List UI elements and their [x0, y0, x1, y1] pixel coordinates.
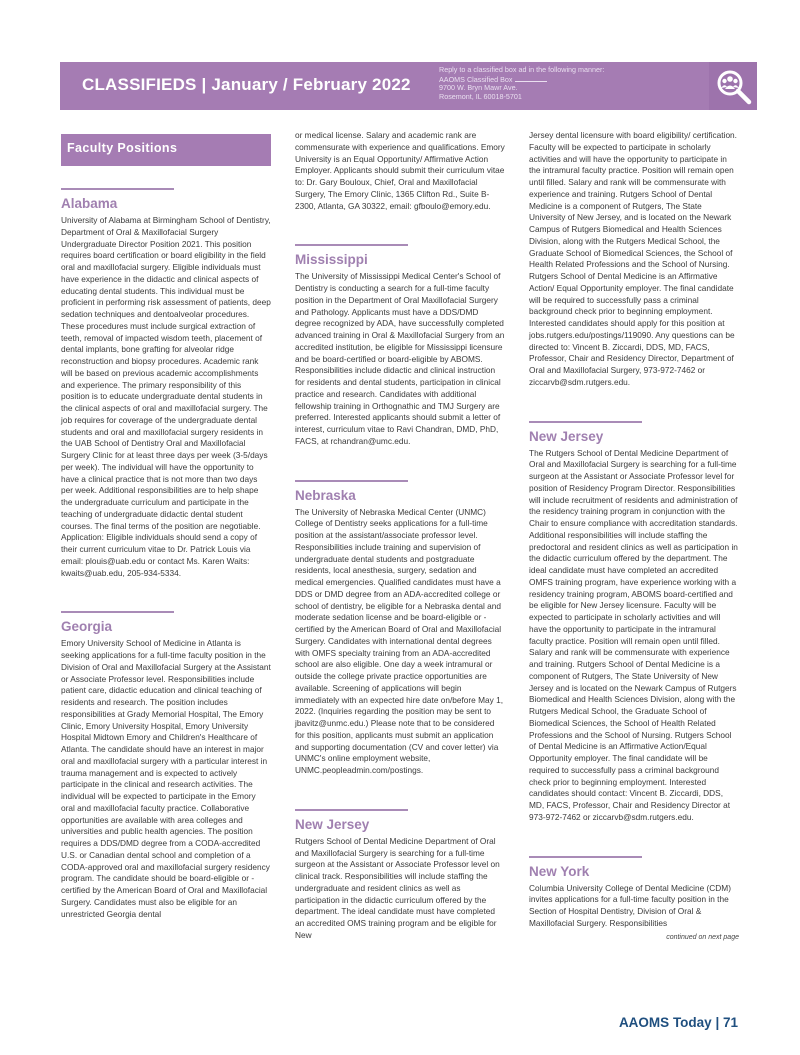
ad-text: University of Alabama at Birmingham School of Dentistry, Department of Oral & Maxillofacial Surgery Undergraduate Director Position 2021. This position requires board certification or board eligibility in the field oral and maxillofacial surgery. Eligible individuals must have experience in the didactic and clinical aspects of educating dental students. This individual must be proficient in performing risk assessment of patients, deep sedation techniques and dentoalveolar procedures. These procedures must include surgical extraction of teeth, removal of impacted wisdom teeth, placement of dental implants, bone grafting for alveolar ridge reconstruction and biopsy procedures. Academic rank will be based on previous academic accomplishments and experience. The primary responsibility of this position is to educate undergraduate dental students in the clinical aspects of oral and maxillofacial surgery. The job requires for coverage of the undergraduate dental students and oral and maxillofacial surgery residents in the UAB School of Dentistry Oral and Maxillofacial Surgery Clinic for at least three days per week (3-5/days per week). The individual will have the opportunity to have a clinical practice that is not more than two days per week. Additional responsibilities are to help shape the undergraduate curriculum and participate in the teaching of undergraduate didactic dental student courses. The final terms of the position are negotiable. Application: Eligible individuals should send a copy of their current curriculum vitae to Dr. Patrick Louis via email: plouis@uab.edu or contact Ms. Karen Waits: kwaits@uab.edu, 205-934-5334.	[61, 215, 271, 578]
divider	[295, 809, 408, 811]
ad-nebraska	[295, 480, 505, 777]
reply-line-1: Reply to a classified box ad in the following manner:	[439, 65, 605, 74]
reply-line-3: 9700 W. Bryn Mawr Ave.	[439, 83, 518, 93]
people-search-icon	[709, 62, 757, 110]
ad-text: Columbia University College of Dental Medicine (CDM) invites applications for a full-time faculty position in the Section of Hospital Dentistry, Division of Oral & Maxillofacial Surgery. Responsibilities	[529, 882, 731, 928]
section-header-box	[61, 134, 271, 166]
ad-text: Emory University School of Medicine in Atlanta is seeking applications for a full-time faculty position in the Division of Oral and Maxillofacial Surgery at the Assistant or Associate Professor level. Responsibilities include patient care, didactic education and clinical teaching of residents and research. The position includes responsibilities at Grady Memorial Hospital, The Emory Clinic, Emory University Hospital, Emory University Hospital Midtown Emory and Children's Healthcare of Atlanta. The candidate should have an interest in major oral and maxillofacial surgery with a particular interest in trauma management and is expected to actively participate in the clinical and research activities. The individual will be expected to participate in the Emory oral and maxillofacial faculty practice. Collaborative opportunities are available with area colleges and universities and public health agencies. The position requires a DDS/DMD degree from a CODA-accredited U.S. or Canadian dental school and completion of a CODA-approved oral and maxillofacial surgery residency program. The candidate should be board-eligible or -certified by the American Board of Oral and Maxillofacial Surgery. Candidates must also be eligible for an unrestricted Georgia dental	[61, 638, 271, 919]
state-heading: New Jersey	[295, 816, 370, 832]
state-heading: Nebraska	[295, 487, 356, 503]
continued-note: continued on next page	[666, 933, 739, 941]
reply-line-2: AAOMS Classified Box	[439, 75, 604, 85]
column-3	[529, 130, 739, 943]
divider	[61, 188, 174, 190]
reply-instructions	[439, 66, 604, 101]
section-title: Faculty Positions	[67, 141, 178, 155]
ad-mississippi	[295, 244, 505, 447]
divider	[61, 611, 174, 613]
state-heading: New Jersey	[529, 428, 604, 444]
ad-text: The University of Nebraska Medical Center (UNMC) College of Dentistry seeks applications for a full-time position at the assistant/associate professor level. Responsibilities include training and supervision of undergraduate dental students and postgraduate residents, local anesthesia, surgery, sedation and medical emergencies. Qualified candidates must have a DDS or DMD degree from an ADA-accredited college or school of dentistry, be eligible for a Nebraska dental and moderate sedation license and be board-eligible or -certified by the American Board of Oral and Maxillofacial Surgery. Candidates with international dental degrees with OMFS specialty training from an ADA-accredited school are also eligible. One day a week intramural or outside the college private practice opportunities are available. Screening of applications will begin immediately with an expected hire date on/before May 1, 2022. (Inquiries regarding the position may be sent to jbavitz@unmc.edu.) Please note that to be considered for this position, applicants must submit an application and supporting documentation (CV and cover letter) via UNMC's online employment website, UNMC.peopleadmin.com/postings.	[295, 506, 503, 775]
classifieds-header-banner	[60, 62, 757, 110]
ad-georgia-continued: or medical license. Salary and academic rank are commensurate with experience and qualifications. Emory University is an Equal Opportunity/ Affirmative Action Employer. Applicants should submit their curriculum vitae to: Dr. Gary Bouloux, Chief, Oral and Maxillofacial Surgery, The Emory Clinic, 1365 Clifton Rd., Suite B-2300, Atlanta, GA 30322, email: gfboulo@emory.edu.	[295, 130, 505, 211]
ad-text: Rutgers School of Dental Medicine Department of Oral and Maxillofacial Surgery is searching for a full-time surgeon at the Assistant or Associate Professor level on clinical track. Responsibilities will include staffing the undergraduate and resident clinics as well as participation in the didactic curriculum offered by the department. The ideal candidate must have completed an accredited OMS training program and be eligible for New	[295, 835, 500, 940]
divider	[529, 421, 642, 423]
ad-text: The University of Mississippi Medical Center's School of Dentistry is conducting a search for a full-time faculty position in the Department of Oral Maxillofacial Surgery and Pathology. Applicants must have a DDS/DMD degree recognized by ADA, have successfully completed advanced training in Oral & Maxillofacial Surgery from an accredited institution, be eligible for Mississippi licensure and be board-certified or board-eligible by ABOMS. Responsibilities include didactic and clinical instruction for residents and dental students, participation in clinical practice and research. Candidates with additional fellowship training in Orthognathic and TMJ Surgery are preferred. Interested applicants should submit a letter of interest, curriculum vitae to Ravi Chandran, DMD, PhD, FACS, at rchandran@umc.edu.	[295, 271, 505, 446]
ad-alabama	[61, 188, 271, 579]
state-heading: Alabama	[61, 196, 118, 211]
ad-georgia	[61, 611, 271, 920]
column-2	[295, 130, 505, 942]
divider	[529, 856, 642, 858]
ad-new-jersey-1-continued: Jersey dental licensure with board eligibility/ certification. Faculty will be expected to participate in scholarly activities and will have the opportunity to participate in the intramural faculty practice. Position will remain open until filled. Salary and rank will be commensurate with experience and training. Rutgers School of Dental Medicine is a component of Rutgers, The State University of New Jersey, and is located on the Newark Campus of Rutgers Biomedical and Health Sciences Division, along with the Rutgers Medical School, the Graduate School of Biomedical Sciences, the School of Health Related Professions and the School of Nursing. Rutgers School of Dental Medicine is an Affirmative Action/ Equal Opportunity employer. The final candidate will be required to successfully pass a criminal background check prior to beginning employment. Interested candidates should apply for this position at jobs.rutgers.edu/postings/119090. Any questions can be directed to: Vincent B. Ziccardi, DDS, MD, FACS, Professor, Chair and Residency Director, Department of Oral and Maxillofacial Surgery, 973-972-7462 or ziccarvb@sdm.rutgers.edu.	[529, 130, 737, 387]
state-heading: New York	[529, 863, 590, 879]
ad-new-york	[529, 856, 739, 944]
ad-new-jersey-2	[529, 421, 739, 824]
reply-line-4: Rosemont, IL 60018-5701	[439, 91, 522, 101]
ad-new-jersey-1	[295, 809, 505, 942]
header-title: CLASSIFIEDS | January / February 2022	[82, 75, 411, 94]
page-footer: AAOMS Today | 71	[618, 1015, 738, 1030]
column-1	[61, 130, 271, 920]
state-heading: Mississippi	[295, 252, 368, 268]
ad-text: The Rutgers School of Dental Medicine Department of Oral and Maxillofacial Surgery is searching for a full-time surgeon at the Assistant or Associate Professor level for position of Residency Program Director. Responsibilities will include recruitment of residents and administration of the residency training program in conjunction with the Chair to ensure compliance with accreditation standards. Additional responsibilities will include staffing the predoctoral and resident clinics as well as participation in the didactic curriculum offered by the department. The ideal candidate must have completed an accredited OMFS training program, have experience working with a residency training program, ABOMS board-certified and be eligible for New Jersey licensure. Faculty will be expected to participate in scholarly activities and will have the opportunity to participate in the intramural faculty practice. Position will remain open until filled. Salary and rank will be commensurate with experience and training. Rutgers School of Dental Medicine is a component of Rutgers, The State University of New Jersey and is located on the Newark Campus of Rutgers Biomedical and Health Sciences Division, along with the Rutgers Medical School, the Graduate School of Biomedical Sciences, the School of Health Related Professions and the School of Nursing. Rutgers School of Dental Medicine is an Affirmative Action/Equal Opportunity employer. The final candidate will be required to successfully pass a criminal background check prior to beginning employment. Interested candidates should contact: Vincent B. Ziccardi, DDS, MD, FACS, Professor, Chair and Residency Director at 973-972-7462 or ziccarvb@sdm.rutgers.edu.	[529, 447, 738, 822]
divider	[295, 244, 408, 246]
state-heading: Georgia	[61, 619, 113, 635]
box-number-blank	[515, 75, 547, 82]
divider	[295, 480, 408, 482]
